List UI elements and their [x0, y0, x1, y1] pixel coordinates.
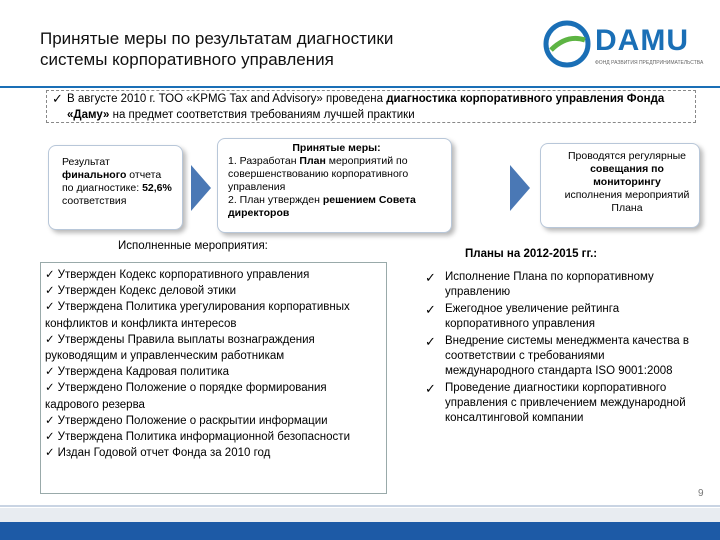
done-item-text: Утверждена Политика информационной безопасности — [57, 431, 350, 444]
title-line-1: Принятые меры по результатам диагностики — [40, 29, 394, 48]
footer-band-blue — [0, 522, 720, 540]
logo-icon — [543, 20, 591, 68]
plan-item-text: Ежегодное увеличение рейтинга корпоративного управления — [445, 303, 620, 330]
plans-list — [425, 270, 695, 428]
check-icon: ✓ — [425, 270, 436, 285]
title-line-2: системы корпоративного управления — [40, 50, 334, 69]
list-item — [425, 334, 695, 379]
damu-logo — [543, 20, 713, 82]
done-item-text: Утвержден Кодекс деловой этики — [57, 285, 237, 298]
list-item — [45, 299, 382, 331]
check-icon: ✓ — [45, 366, 55, 379]
page-number: 9 — [698, 488, 704, 499]
done-item-text: Утверждена Кадровая политика — [57, 366, 229, 379]
meetings-line-2: исполнения мероприятий Плана — [564, 189, 690, 214]
done-item-text: Издан Годовой отчет Фонда за 2010 год — [57, 447, 271, 460]
intro-text-bold: диагностика корпоративного управления Фонда «Даму» — [67, 93, 665, 121]
check-icon: ✓ — [52, 91, 63, 106]
result-line-2-text: отчета — [126, 169, 162, 181]
intro-text-2: на предмет соответствия требованиям лучшей практики — [109, 109, 415, 121]
result-line-1: Результат — [62, 156, 110, 168]
footer-band-light — [0, 508, 720, 522]
check-icon: ✓ — [45, 382, 55, 395]
list-item — [425, 381, 695, 426]
check-icon: ✓ — [425, 302, 436, 317]
check-icon: ✓ — [45, 431, 55, 444]
done-item-text: Утверждена Политика урегулирования корпоративных конфликтов и конфликта интересов — [45, 301, 350, 330]
check-icon: ✓ — [425, 334, 436, 349]
page-title — [40, 28, 393, 70]
done-heading: Исполненные мероприятия: — [118, 240, 268, 252]
measures-item-2-bold: решением Совета директоров — [228, 194, 416, 219]
measures-item-2-a: 2. План утвержден — [228, 194, 323, 206]
result-line-3-text: по диагностике: — [62, 182, 143, 194]
plans-heading: Планы на 2012-2015 гг.: — [465, 248, 598, 260]
result-box — [48, 145, 183, 230]
header-divider — [0, 86, 720, 88]
list-item — [45, 364, 382, 380]
plan-item-text: Исполнение Плана по корпоративному управлению — [445, 271, 654, 298]
measures-item-1-b: мероприятий по совершенствованию корпоративного управления — [228, 155, 409, 193]
list-item — [425, 270, 695, 300]
arrow-right-icon-2 — [510, 165, 530, 211]
check-icon: ✓ — [425, 381, 436, 396]
check-icon: ✓ — [45, 301, 55, 314]
meetings-bold: совещания по мониторингу — [590, 163, 664, 188]
arrow-right-icon — [191, 165, 211, 211]
result-line-3 — [62, 182, 176, 195]
plan-item-text: Внедрение системы менеджмента качества в соответствии с требованиями международного стандарта ISO 9001:2008 — [445, 335, 689, 377]
meetings-box — [540, 143, 700, 228]
done-item-text: Утверждено Положение о раскрытии информации — [57, 414, 328, 427]
done-list — [40, 262, 387, 494]
result-line-4: соответствия — [62, 195, 127, 207]
plan-item-text: Проведение диагностики корпоративного управления с привлечением международной консалтинговой компании — [445, 382, 686, 424]
check-icon: ✓ — [45, 447, 55, 460]
list-item — [425, 302, 695, 332]
logo-tagline: ФОНД РАЗВИТИЯ ПРЕДПРИНИМАТЕЛЬСТВА — [595, 60, 704, 66]
measures-item-2 — [228, 194, 445, 220]
check-icon: ✓ — [45, 333, 55, 346]
result-line-2 — [62, 169, 176, 182]
measures-box — [217, 138, 452, 233]
list-item — [45, 380, 382, 412]
check-icon: ✓ — [45, 285, 55, 298]
measures-item-1 — [228, 155, 445, 194]
result-bold: финального — [62, 169, 127, 181]
footer-divider — [0, 505, 720, 507]
done-item-text: Утверждено Положение о порядке формирования кадрового резерва — [45, 382, 327, 411]
done-item-text: Утвержден Кодекс корпоративного управления — [57, 269, 310, 281]
meetings-line-1: Проводятся регулярные — [567, 150, 687, 162]
list-item — [45, 267, 382, 283]
result-percent: 52,6% — [142, 182, 172, 194]
check-icon: ✓ — [45, 269, 55, 281]
done-item-text: Утверждены Правила выплаты вознаграждения руководящим и управленческим работникам — [45, 333, 315, 363]
intro-text-1: В августе 2010 г. ТОО «KPMG Tax and Advisory» проведена — [67, 93, 387, 105]
list-item — [45, 445, 382, 461]
list-item — [45, 429, 382, 445]
check-icon: ✓ — [45, 414, 55, 427]
list-item — [45, 332, 382, 364]
logo-text: DAMU — [595, 24, 689, 57]
list-item — [45, 413, 382, 429]
measures-heading: Принятые меры: — [292, 142, 381, 154]
measures-item-1-bold: План — [299, 155, 326, 167]
intro-box — [46, 90, 696, 123]
list-item — [45, 283, 382, 299]
measures-item-1-a: 1. Разработан — [228, 155, 300, 167]
